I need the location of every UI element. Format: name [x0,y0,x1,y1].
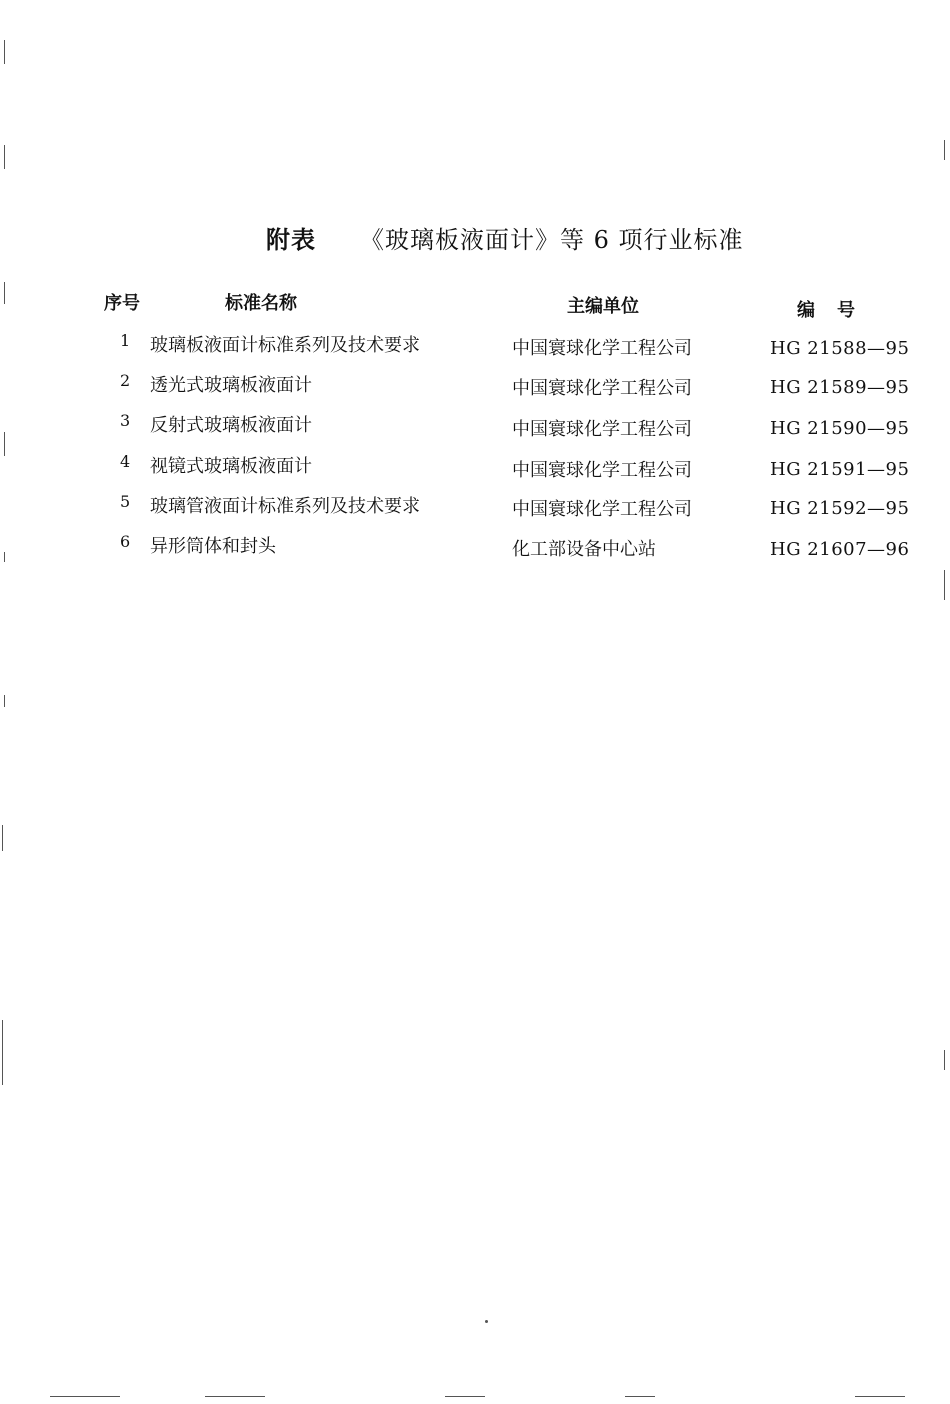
scan-mark [445,1396,485,1397]
scan-mark [4,145,5,169]
scan-mark [625,1396,655,1397]
row-name: 玻璃管液面计标准系列及技术要求 [150,496,420,517]
row-unit: 中国寰球化学工程公司 [512,499,692,520]
row-unit: 中国寰球化学工程公司 [512,419,692,440]
row-unit: 化工部设备中心站 [512,539,656,560]
row-seq: 4 [120,452,131,471]
row-name: 透光式玻璃板液面计 [150,375,312,396]
scan-mark [944,140,945,160]
header-name: 标准名称 [225,293,297,314]
row-name: 异形筒体和封头 [150,536,276,557]
scan-mark [944,1050,945,1070]
scan-mark [4,432,5,456]
row-seq: 1 [120,331,131,350]
scan-mark [4,282,5,304]
page-title [266,220,744,255]
row-name: 玻璃板液面计标准系列及技术要求 [150,335,420,356]
row-code: HG 21588—95 [770,338,910,359]
row-seq: 5 [120,492,131,511]
title-label: 附表 [266,226,316,254]
row-code: HG 21590—95 [770,418,910,439]
row-seq: 3 [120,411,131,430]
scan-mark [4,40,5,64]
scan-mark [2,1020,3,1085]
header-seq: 序号 [104,293,140,314]
scan-mark [50,1396,120,1397]
scan-mark [2,825,3,851]
scan-mark [205,1396,265,1397]
row-name: 视镜式玻璃板液面计 [150,456,312,477]
row-unit: 中国寰球化学工程公司 [512,378,692,399]
row-code: HG 21591—95 [770,459,910,480]
scan-mark [855,1396,905,1397]
row-seq: 6 [120,532,131,551]
row-unit: 中国寰球化学工程公司 [512,460,692,481]
scan-mark [485,1320,488,1323]
scan-mark [4,695,5,707]
header-code: 编号 [797,300,877,321]
title-text: 《玻璃板液面计》等 6 项行业标准 [360,226,744,254]
row-seq: 2 [120,371,131,390]
scan-mark [4,552,5,562]
row-code: HG 21607—96 [770,539,910,560]
scan-mark [944,570,945,600]
row-unit: 中国寰球化学工程公司 [512,338,692,359]
row-code: HG 21592—95 [770,498,910,519]
row-name: 反射式玻璃板液面计 [150,415,312,436]
header-unit: 主编单位 [567,296,639,317]
row-code: HG 21589—95 [770,377,910,398]
